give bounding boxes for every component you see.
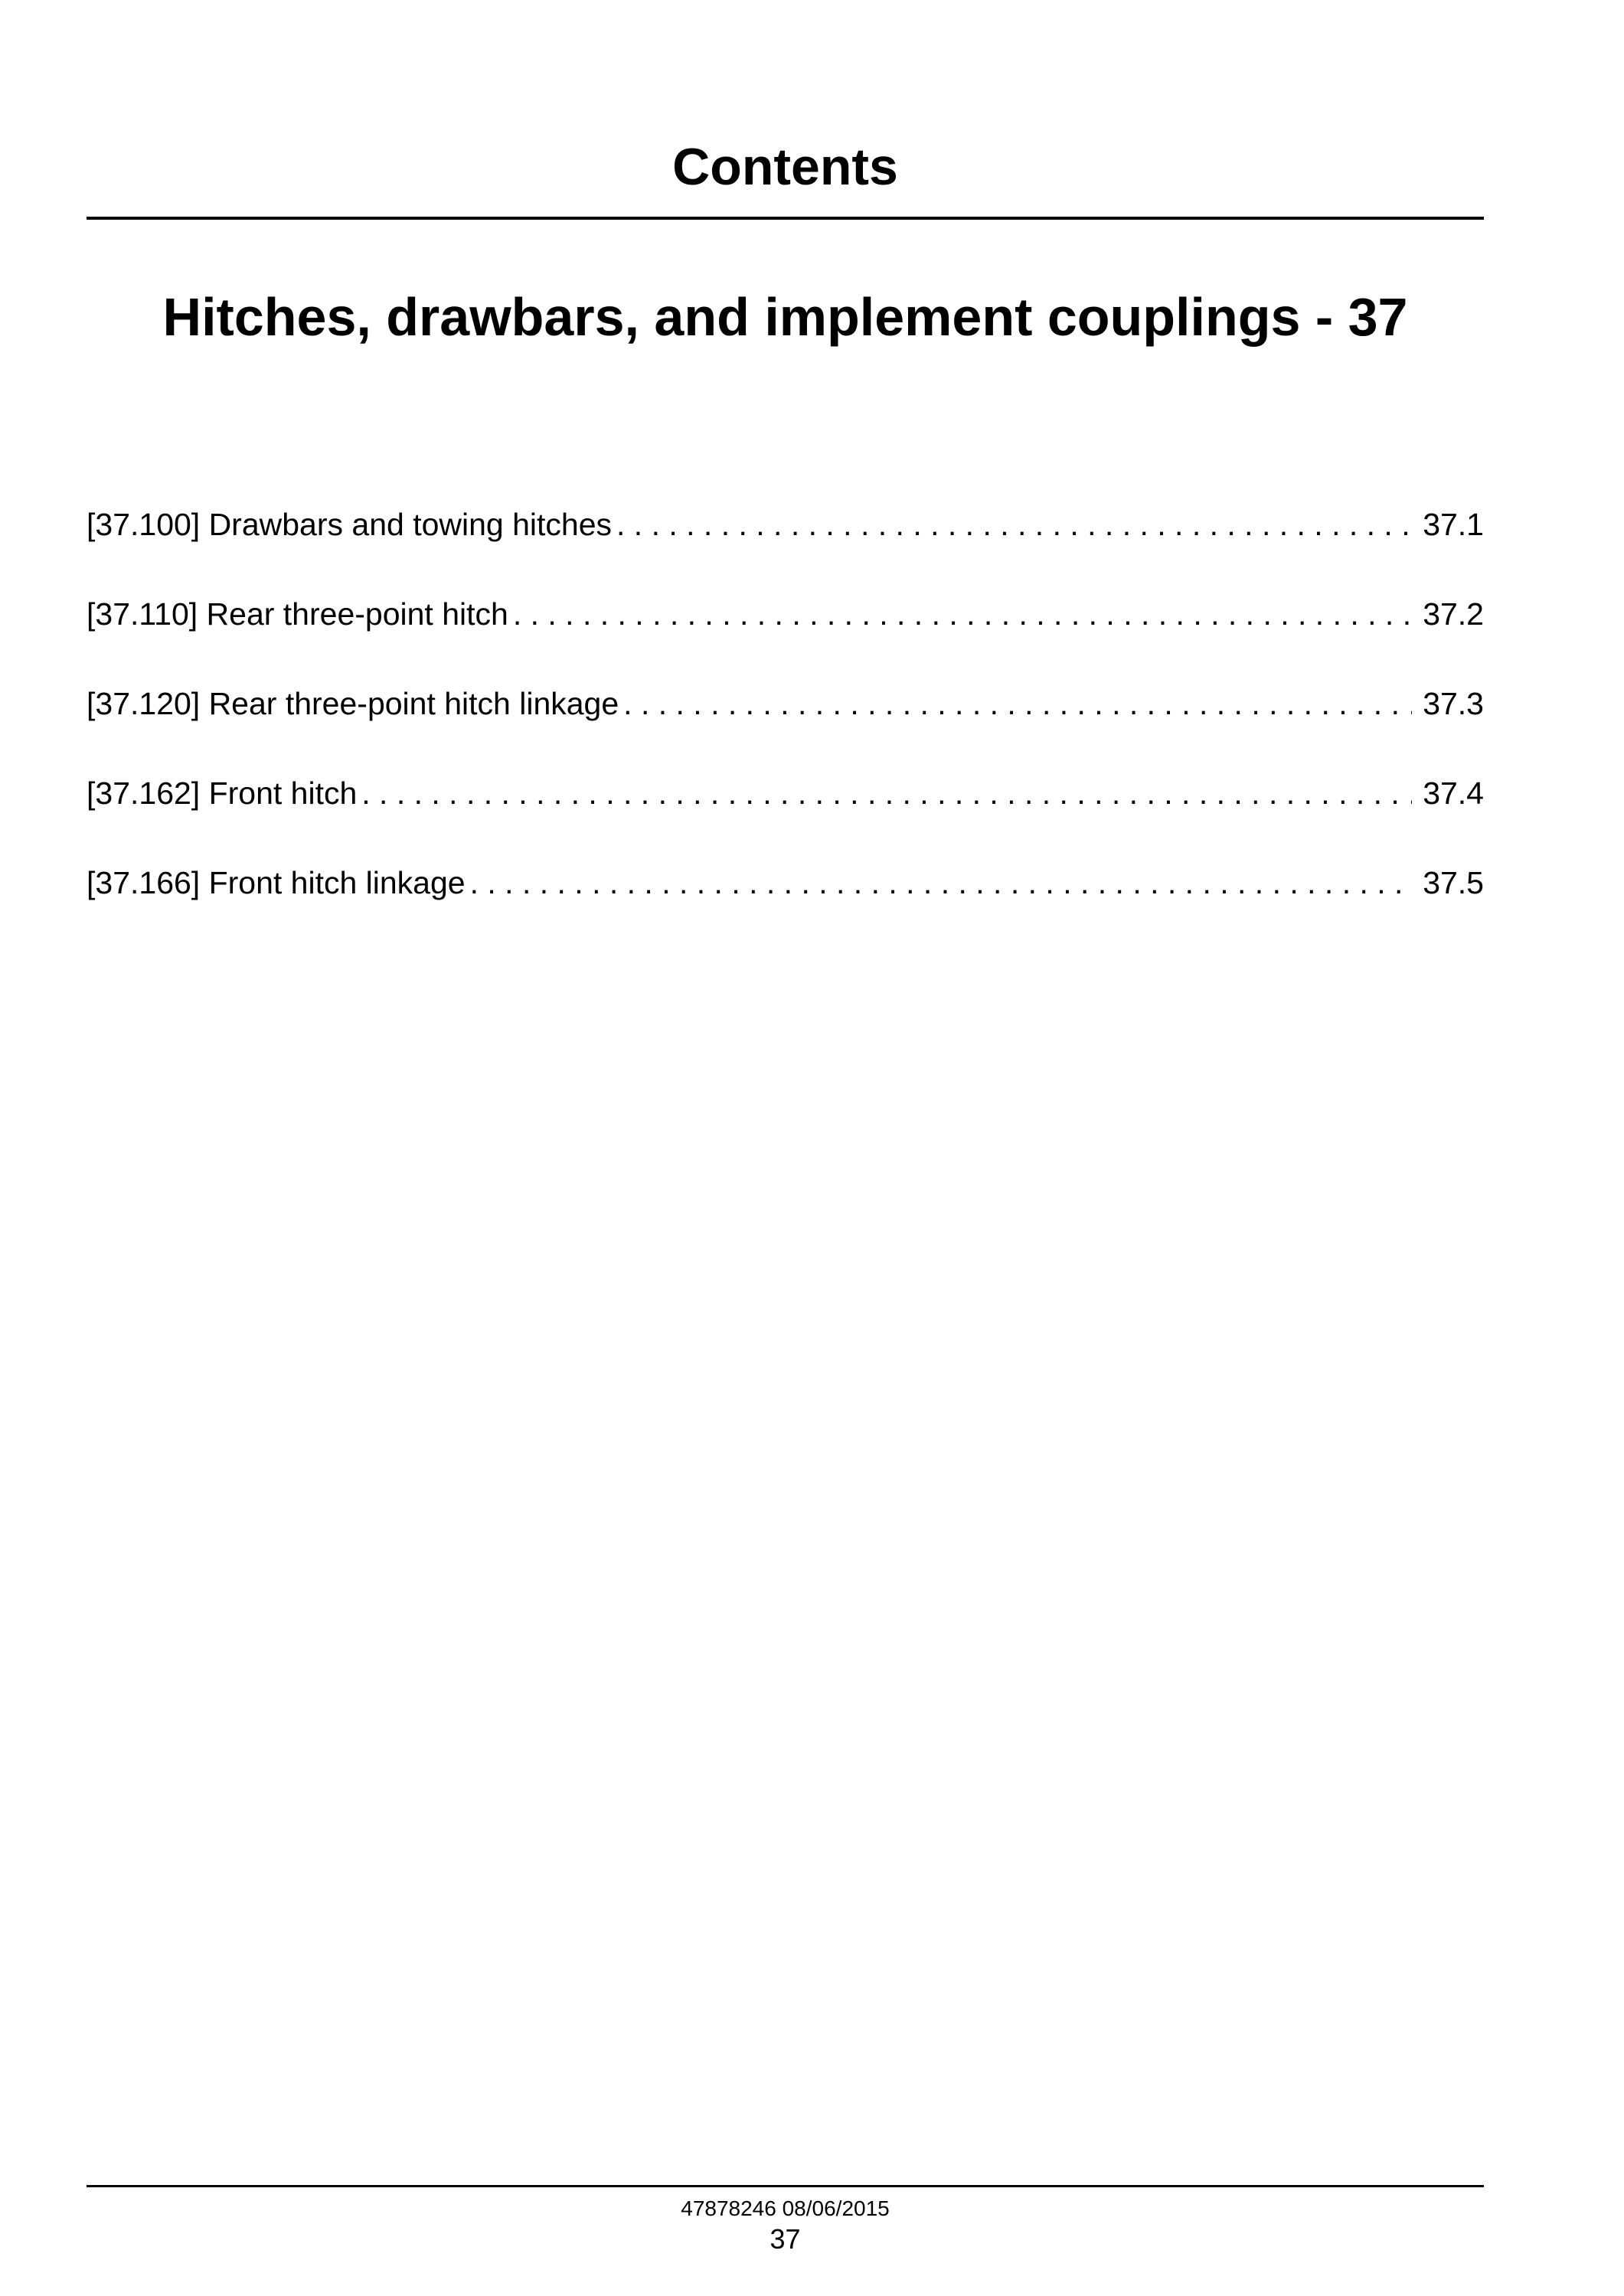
toc-dot-leader — [513, 591, 1412, 637]
header-divider — [87, 217, 1484, 220]
page-heading: Contents — [672, 138, 898, 196]
toc-entry-page: 37.2 — [1423, 596, 1484, 632]
page-number: 37 — [770, 2223, 801, 2255]
toc-entry-page: 37.1 — [1423, 507, 1484, 542]
toc-entry-37-110[interactable] — [87, 591, 1484, 681]
toc-entry-label: [37.110] Rear three-point hitch — [87, 596, 508, 632]
toc-entry-37-162[interactable] — [87, 770, 1484, 860]
toc-entry-37-166[interactable] — [87, 860, 1484, 949]
toc-dot-leader — [623, 681, 1412, 727]
toc-entry-label: [37.162] Front hitch — [87, 776, 358, 811]
toc-dot-leader — [361, 770, 1412, 816]
table-of-contents — [87, 501, 1484, 949]
toc-entry-page: 37.4 — [1423, 776, 1484, 811]
toc-entry-37-100[interactable] — [87, 501, 1484, 591]
document-reference: 47878246 08/06/2015 — [681, 2196, 890, 2220]
toc-dot-leader — [616, 501, 1412, 547]
toc-entry-37-120[interactable] — [87, 681, 1484, 770]
toc-entry-page: 37.5 — [1423, 865, 1484, 900]
toc-entry-label: [37.100] Drawbars and towing hitches — [87, 507, 613, 542]
footer-divider — [87, 2185, 1484, 2187]
toc-entry-label: [37.120] Rear three-point hitch linkage — [87, 686, 619, 721]
toc-dot-leader — [470, 860, 1413, 906]
toc-entry-page: 37.3 — [1423, 686, 1484, 721]
chapter-title: Hitches, drawbars, and implement couplings - 37 — [162, 287, 1408, 347]
toc-entry-label: [37.166] Front hitch linkage — [87, 865, 466, 900]
